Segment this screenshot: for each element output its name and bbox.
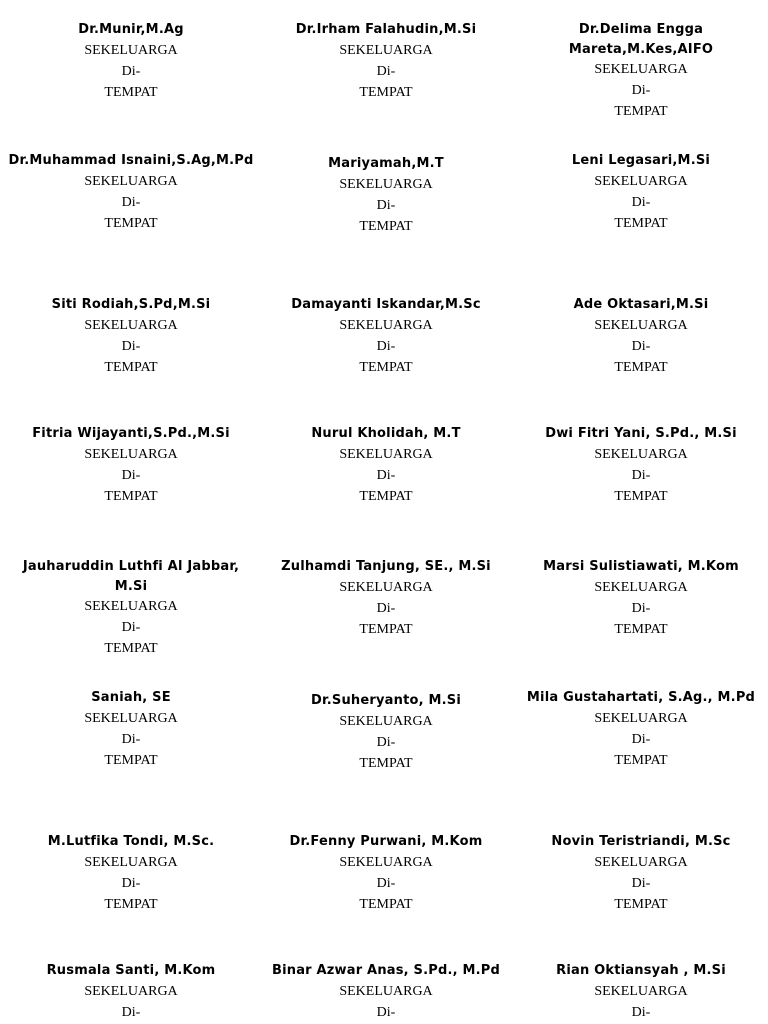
recipient-name: Binar Azwar Anas, S.Pd., M.Pd — [271, 963, 500, 978]
address-label — [6, 295, 256, 378]
recipient-at: Di- — [376, 338, 396, 354]
recipient-at: Di- — [631, 194, 651, 210]
recipient-at: Di- — [121, 731, 141, 747]
recipient-place: TEMPAT — [104, 359, 158, 375]
recipient-name: Jauharuddin Luthfi Al Jabbar, M.Si — [22, 559, 240, 594]
recipient-at: Di- — [376, 1004, 396, 1020]
address-label — [261, 691, 511, 774]
recipient-place: TEMPAT — [359, 896, 413, 912]
recipient-at: Di- — [376, 197, 396, 213]
recipient-family: SEKELUARGA — [339, 317, 433, 333]
recipient-name: Fitria Wijayanti,S.Pd.,M.Si — [32, 426, 230, 441]
recipient-place: TEMPAT — [359, 755, 413, 771]
address-label — [261, 424, 511, 507]
recipient-family: SEKELUARGA — [339, 983, 433, 999]
recipient-place: TEMPAT — [614, 488, 668, 504]
recipient-family: SEKELUARGA — [84, 42, 178, 58]
address-label — [261, 961, 511, 1023]
recipient-name: Dr.Fenny Purwani, M.Kom — [289, 834, 483, 849]
recipient-name: Leni Legasari,M.Si — [571, 153, 711, 168]
recipient-family: SEKELUARGA — [594, 173, 688, 189]
recipient-at: Di- — [121, 875, 141, 891]
address-label — [516, 961, 766, 1023]
recipient-name: Dwi Fitri Yani, S.Pd., M.Si — [545, 426, 737, 441]
recipient-at: Di- — [121, 338, 141, 354]
recipient-place: TEMPAT — [614, 752, 668, 768]
recipient-place: TEMPAT — [359, 359, 413, 375]
recipient-family: SEKELUARGA — [84, 599, 178, 614]
recipient-name: Dr.Muhammad Isnaini,S.Ag,M.Pd — [8, 153, 254, 168]
recipient-family: SEKELUARGA — [339, 713, 433, 729]
recipient-family: SEKELUARGA — [594, 983, 688, 999]
address-label — [516, 424, 766, 507]
recipient-place: TEMPAT — [614, 359, 668, 375]
recipient-name: Dr.Irham Falahudin,M.Si — [295, 22, 477, 37]
address-label — [6, 20, 256, 103]
recipient-at: Di- — [631, 83, 651, 98]
recipient-name: Novin Teristriandi, M.Sc — [551, 834, 731, 849]
address-label — [261, 557, 511, 640]
recipient-at: Di- — [631, 338, 651, 354]
recipient-name: Mila Gustahartati, S.Ag., M.Pd — [526, 690, 756, 705]
recipient-place: TEMPAT — [104, 752, 158, 768]
recipient-at: Di- — [376, 734, 396, 750]
recipient-name: Nurul Kholidah, M.T — [311, 426, 461, 441]
recipient-place: TEMPAT — [614, 896, 668, 912]
address-label — [6, 961, 256, 1023]
address-label — [261, 154, 511, 237]
recipient-place: TEMPAT — [614, 621, 668, 637]
recipient-place: TEMPAT — [104, 215, 158, 231]
address-label — [516, 688, 766, 771]
recipient-at: Di- — [121, 63, 141, 79]
recipient-name: Rian Oktiansyah , M.Si — [556, 963, 726, 978]
recipient-family: SEKELUARGA — [594, 579, 688, 595]
recipient-name: Saniah, SE — [91, 690, 171, 705]
recipient-family: SEKELUARGA — [339, 854, 433, 870]
recipient-at: Di- — [376, 600, 396, 616]
recipient-at: Di- — [121, 194, 141, 210]
address-label — [516, 832, 766, 915]
address-label — [516, 557, 766, 640]
recipient-at: Di- — [121, 1004, 141, 1020]
recipient-place: TEMPAT — [104, 488, 158, 504]
address-label — [516, 151, 766, 234]
recipient-at: Di- — [376, 467, 396, 483]
recipient-family: SEKELUARGA — [339, 579, 433, 595]
recipient-at: Di- — [631, 1004, 651, 1020]
recipient-at: Di- — [121, 620, 141, 635]
recipient-name: Siti Rodiah,S.Pd,M.Si — [51, 297, 211, 312]
recipient-name: Zulhamdi Tanjung, SE., M.Si — [281, 559, 491, 574]
address-label — [261, 832, 511, 915]
address-label — [6, 832, 256, 915]
recipient-name: Dr.Munir,M.Ag — [78, 22, 184, 37]
recipient-family: SEKELUARGA — [594, 62, 688, 77]
recipient-name: Marsi Sulistiawati, M.Kom — [543, 559, 739, 574]
recipient-family: SEKELUARGA — [84, 173, 178, 189]
recipient-family: SEKELUARGA — [84, 446, 178, 462]
address-label — [516, 20, 766, 122]
recipient-at: Di- — [121, 467, 141, 483]
recipient-place: TEMPAT — [614, 215, 668, 231]
recipient-place: TEMPAT — [359, 218, 413, 234]
address-label — [6, 557, 256, 659]
recipient-at: Di- — [631, 600, 651, 616]
recipient-family: SEKELUARGA — [84, 854, 178, 870]
address-label — [261, 20, 511, 103]
recipient-family: SEKELUARGA — [594, 446, 688, 462]
recipient-family: SEKELUARGA — [594, 854, 688, 870]
address-label — [516, 295, 766, 378]
recipient-place: TEMPAT — [359, 84, 413, 100]
recipient-place: TEMPAT — [614, 104, 668, 119]
recipient-family: SEKELUARGA — [339, 446, 433, 462]
recipient-at: Di- — [631, 467, 651, 483]
recipient-name: Damayanti Iskandar,M.Sc — [291, 297, 481, 312]
recipient-name: M.Lutfika Tondi, M.Sc. — [47, 834, 215, 849]
recipient-name: Dr.Suheryanto, M.Si — [311, 693, 461, 708]
recipient-place: TEMPAT — [104, 641, 158, 656]
recipient-family: SEKELUARGA — [594, 710, 688, 726]
recipient-name: Ade Oktasari,M.Si — [573, 297, 709, 312]
recipient-family: SEKELUARGA — [339, 176, 433, 192]
recipient-at: Di- — [376, 875, 396, 891]
recipient-place: TEMPAT — [359, 621, 413, 637]
recipient-place: TEMPAT — [104, 896, 158, 912]
recipient-name: Mariyamah,M.T — [328, 156, 444, 171]
recipient-family: SEKELUARGA — [84, 317, 178, 333]
recipient-place: TEMPAT — [104, 84, 158, 100]
recipient-family: SEKELUARGA — [84, 710, 178, 726]
recipient-at: Di- — [631, 875, 651, 891]
recipient-family: SEKELUARGA — [84, 983, 178, 999]
recipient-name: Rusmala Santi, M.Kom — [46, 963, 216, 978]
recipient-name: Dr.Delima Engga Mareta,M.Kes,AIFO — [568, 22, 714, 57]
address-label — [6, 151, 256, 234]
recipient-family: SEKELUARGA — [339, 42, 433, 58]
recipient-place: TEMPAT — [359, 488, 413, 504]
address-label — [6, 688, 256, 771]
recipient-at: Di- — [376, 63, 396, 79]
address-label — [261, 295, 511, 378]
address-label — [6, 424, 256, 507]
recipient-family: SEKELUARGA — [594, 317, 688, 333]
recipient-at: Di- — [631, 731, 651, 747]
